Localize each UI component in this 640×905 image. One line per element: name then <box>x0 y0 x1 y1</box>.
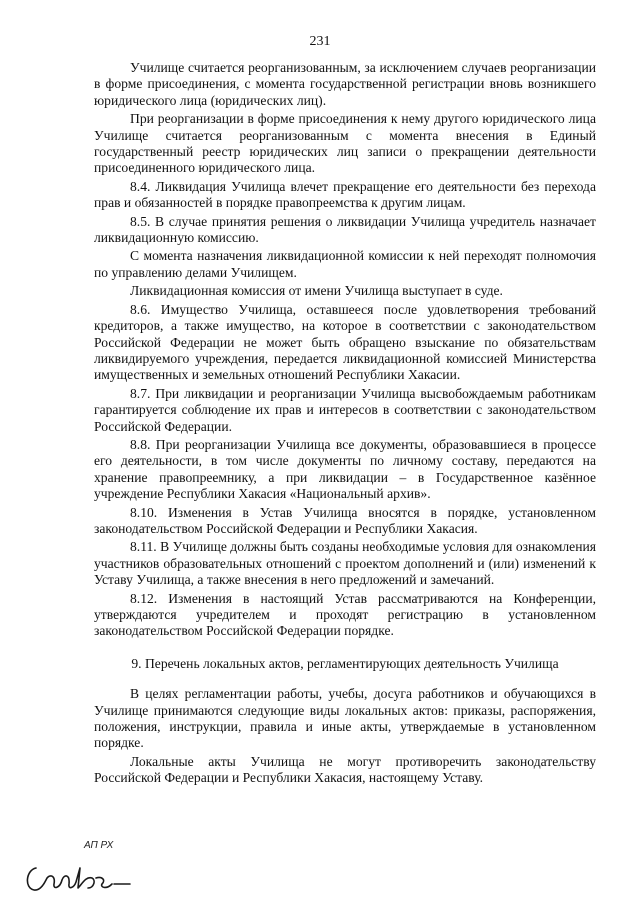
paragraph-8-7: 8.7. При ликвидации и реорганизации Училища высвобождаемым работникам гарантируется соблюдение их прав и интересов в соответствии с законодательством Российской Федерации. <box>94 385 596 434</box>
paragraph-reorganization-merger: При реорганизации в форме присоединения к нему другого юридического лица Училище считается реорганизованным с момента внесения в Единый государственный реестр юридических лиц записи о прекращении деятельности присоединенного юридического лица. <box>94 111 596 176</box>
archive-stamp-label: АП РХ <box>84 840 114 851</box>
document-body <box>94 60 596 787</box>
section-9-heading: 9. Перечень локальных актов, регламентирующих деятельность Училища <box>131 655 559 671</box>
paragraph-commission-powers: С момента назначения ликвидационной комиссии к ней переходят полномочия по управлению делами Училищем. <box>94 248 596 280</box>
paragraph-reorganization-moment: Училище считается реорганизованным, за исключением случаев реорганизации в форме присоединения, с момента государственной регистрации вновь возникшего юридического лица (юридических лиц). <box>94 60 596 108</box>
paragraph-8-6: 8.6. Имущество Училища, оставшееся после удовлетворения требований кредиторов, а также имущество, на которое в соответствии с законодательством Российской Федерации не может быть обращено взыскание по обязательствам ликвидируемого учреждения, передается ликвидационной комиссией Министерства имущественных и земельных отношений Республики Хакасии. <box>94 301 596 383</box>
paragraph-8-8: 8.8. При реорганизации Училища все документы, образовавшиеся в процессе его деятельности, в том числе документы по личному составу, передаются на хранение правопреемнику, а при ликвидации – в Государственное казённое учреждение Республики Хакасия «Национальный архив». <box>94 436 596 502</box>
page-number: 231 <box>309 34 331 49</box>
paragraph-8-5: 8.5. В случае принятия решения о ликвидации Училища учредитель назначает ликвидационную комиссию. <box>94 213 596 246</box>
paragraph-commission-court: Ликвидационная комиссия от имени Училища выступает в суде. <box>130 283 503 299</box>
paragraph-8-4: 8.4. Ликвидация Училища влечет прекращение его деятельности без перехода прав и обязанностей в порядке правопреемства к другим лицам. <box>94 178 596 211</box>
paragraph-local-acts-types: В целях регламентации работы, учебы, досуга работников и обучающихся в Училище принимаются следующие виды локальных актов: приказы, распоряжения, положения, инструкции, правила и иные акты, утверждаемые в установленном порядке. <box>94 686 596 751</box>
handwritten-signature <box>22 854 142 900</box>
paragraph-8-12: 8.12. Изменения в настоящий Устав рассматриваются на Конференции, утверждаются учредителем и проходят регистрацию в установленном законодательством Российской Федерации порядке. <box>94 590 596 639</box>
paragraph-8-10: 8.10. Изменения в Устав Училища вносятся в порядке, установленном законодательством Российской Федерации и Республики Хакасия. <box>94 504 596 536</box>
paragraph-8-11: 8.11. В Училище должны быть созданы необходимые условия для ознакомления участников образовательных отношений с проектом дополнений и (или) изменений к Уставу Училища, а также внесения в него предложений и замечаний. <box>94 539 596 588</box>
paragraph-local-acts-compliance: Локальные акты Училища не могут противоречить законодательству Российской Федерации и Республики Хакасия, настоящему Уставу. <box>94 753 596 786</box>
